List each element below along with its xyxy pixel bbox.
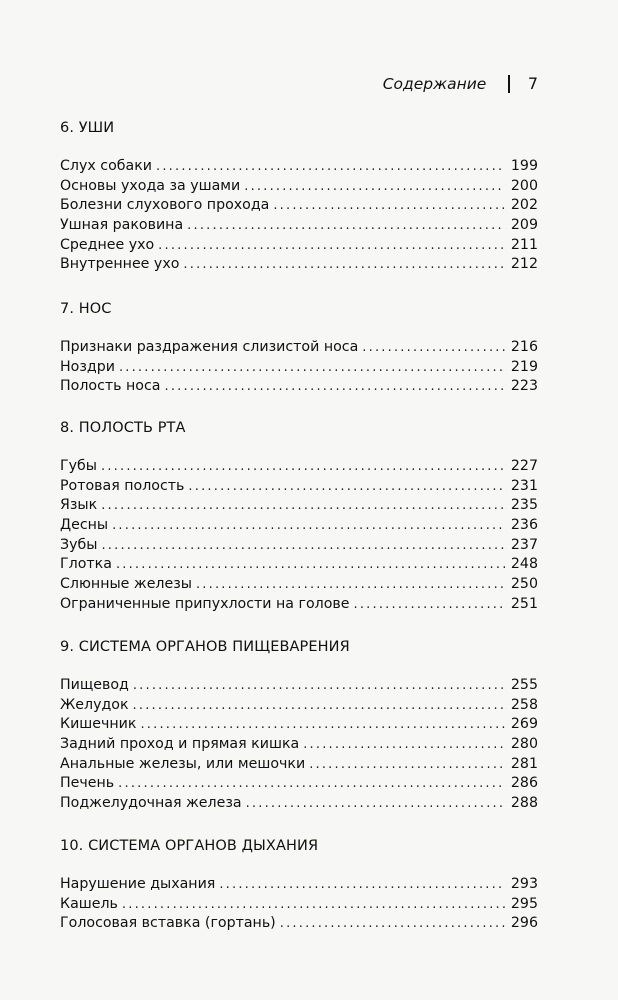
toc-entry[interactable]	[60, 216, 538, 236]
dot-leader	[273, 196, 505, 216]
entry-page: 231	[510, 477, 538, 494]
toc-entry[interactable]	[60, 457, 538, 477]
entry-page: 250	[510, 576, 538, 593]
entry-page: 280	[510, 736, 538, 753]
dot-leader	[303, 735, 505, 755]
entry-label: Полость носа	[60, 378, 161, 395]
section-entries	[60, 875, 538, 934]
toc-section	[60, 418, 538, 615]
dot-leader	[119, 358, 505, 378]
entry-page: 223	[510, 378, 538, 395]
toc-entry[interactable]	[60, 377, 538, 397]
entry-label: Ушная раковина	[60, 217, 184, 234]
entry-label: Печень	[60, 775, 115, 792]
dot-leader	[246, 794, 505, 814]
entry-label: Глотка	[60, 556, 112, 573]
entry-label: Кашель	[60, 895, 118, 912]
section-title: 7. НОС	[60, 301, 112, 317]
toc-entry[interactable]	[60, 755, 538, 775]
section-entries	[60, 676, 538, 814]
entry-page: 200	[510, 177, 538, 194]
entry-label: Поджелудочная железа	[60, 795, 242, 812]
entry-label: Желудок	[60, 696, 129, 713]
entry-page: 219	[510, 358, 538, 375]
entry-label: Десны	[60, 517, 109, 534]
section-entries	[60, 457, 538, 615]
dot-leader	[164, 377, 504, 397]
dot-leader	[116, 555, 505, 575]
entry-page: 255	[510, 677, 538, 693]
dot-leader	[196, 575, 505, 595]
dot-leader	[362, 338, 505, 358]
entry-label: Кишечник	[60, 716, 137, 733]
toc-section	[60, 836, 538, 934]
entry-label: Ограниченные припухлости на голове	[60, 595, 350, 612]
toc-entry[interactable]	[60, 895, 538, 915]
toc-section	[60, 299, 538, 397]
toc-entry[interactable]	[60, 157, 538, 177]
running-head-title: Содержание	[382, 74, 487, 93]
section-title: 9. СИСТЕМА ОРГАНОВ ПИЩЕВАРЕНИЯ	[60, 639, 350, 655]
dot-leader	[118, 774, 505, 794]
entry-page: 281	[510, 755, 538, 772]
dot-leader	[101, 457, 505, 477]
dot-leader	[244, 177, 505, 197]
dot-leader	[187, 216, 505, 236]
entry-label: Задний проход и прямая кишка	[60, 736, 300, 753]
dot-leader	[133, 676, 505, 696]
running-head	[383, 74, 538, 93]
entry-label: Ротовая полость	[60, 477, 185, 494]
toc-entry[interactable]	[60, 477, 538, 497]
dot-leader	[280, 914, 505, 934]
entry-label: Слюнные железы	[60, 576, 192, 593]
toc-entry[interactable]	[60, 794, 538, 814]
entry-label: Язык	[60, 497, 98, 514]
toc-section	[60, 637, 538, 814]
entry-page: 235	[510, 497, 538, 514]
dot-leader	[188, 477, 504, 497]
toc-entry[interactable]	[60, 914, 538, 934]
toc-entry[interactable]	[60, 177, 538, 197]
toc-entry[interactable]	[60, 676, 538, 696]
toc-entry[interactable]	[60, 536, 538, 556]
toc-entry[interactable]	[60, 338, 538, 358]
entry-page: 295	[510, 895, 538, 912]
dot-leader	[219, 875, 505, 895]
dot-leader	[112, 516, 505, 536]
running-head-divider	[508, 75, 510, 93]
entry-page: 258	[510, 696, 538, 713]
entry-label: Среднее ухо	[60, 236, 155, 253]
dot-leader	[158, 236, 505, 256]
toc-entry[interactable]	[60, 236, 538, 256]
entry-page: 293	[510, 876, 538, 892]
toc-entry[interactable]	[60, 696, 538, 716]
dot-leader	[140, 715, 504, 735]
entry-page: 288	[510, 795, 538, 812]
entry-page: 212	[510, 256, 538, 273]
entry-label: Губы	[60, 458, 97, 474]
entry-label: Болезни слухового прохода	[60, 197, 270, 214]
entry-page: 286	[510, 775, 538, 792]
toc-entry[interactable]	[60, 516, 538, 536]
dot-leader	[354, 595, 505, 615]
section-entries	[60, 338, 538, 397]
entry-page: 199	[510, 158, 538, 174]
entry-label: Слух собаки	[60, 158, 152, 174]
toc-entry[interactable]	[60, 496, 538, 516]
section-title: 6. УШИ	[60, 120, 115, 136]
running-head-page-number: 7	[527, 74, 538, 93]
entry-page: 269	[510, 716, 538, 733]
entry-label: Голосовая вставка (гортань)	[60, 915, 276, 932]
toc-entry[interactable]	[60, 774, 538, 794]
toc-entry[interactable]	[60, 875, 538, 895]
entry-label: Нарушение дыхания	[60, 876, 216, 892]
entry-label: Признаки раздражения слизистой носа	[60, 339, 359, 355]
entry-page: 202	[510, 197, 538, 214]
entry-page: 251	[510, 595, 538, 612]
dot-leader	[133, 696, 505, 716]
section-title: 8. ПОЛОСТЬ РТА	[60, 420, 186, 436]
dot-leader	[122, 895, 505, 915]
dot-leader	[309, 755, 505, 775]
entry-label: Зубы	[60, 536, 98, 553]
entry-page: 248	[510, 556, 538, 573]
toc-entry[interactable]	[60, 255, 538, 275]
entry-page: 296	[510, 915, 538, 932]
entry-page: 216	[510, 339, 538, 355]
toc-entry[interactable]	[60, 735, 538, 755]
section-entries	[60, 157, 538, 275]
toc-entry[interactable]	[60, 555, 538, 575]
entry-label: Внутреннее ухо	[60, 256, 180, 273]
entry-label: Ноздри	[60, 358, 115, 375]
toc-entry[interactable]	[60, 575, 538, 595]
entry-page: 211	[510, 236, 538, 253]
entry-page: 209	[510, 217, 538, 234]
dot-leader	[156, 157, 505, 177]
dot-leader	[101, 496, 505, 516]
section-title: 10. СИСТЕМА ОРГАНОВ ДЫХАНИЯ	[60, 838, 319, 854]
entry-label: Пищевод	[60, 677, 129, 693]
entry-page: 227	[510, 458, 538, 474]
toc-entry[interactable]	[60, 358, 538, 378]
toc-section	[60, 118, 538, 275]
toc-entry[interactable]	[60, 196, 538, 216]
entry-page: 237	[510, 536, 538, 553]
entry-label: Основы ухода за ушами	[60, 177, 241, 194]
dot-leader	[183, 255, 505, 275]
entry-page: 236	[510, 517, 538, 534]
dot-leader	[101, 536, 504, 556]
entry-label: Анальные железы, или мешочки	[60, 755, 306, 772]
toc-entry[interactable]	[60, 715, 538, 735]
toc-entry[interactable]	[60, 595, 538, 615]
